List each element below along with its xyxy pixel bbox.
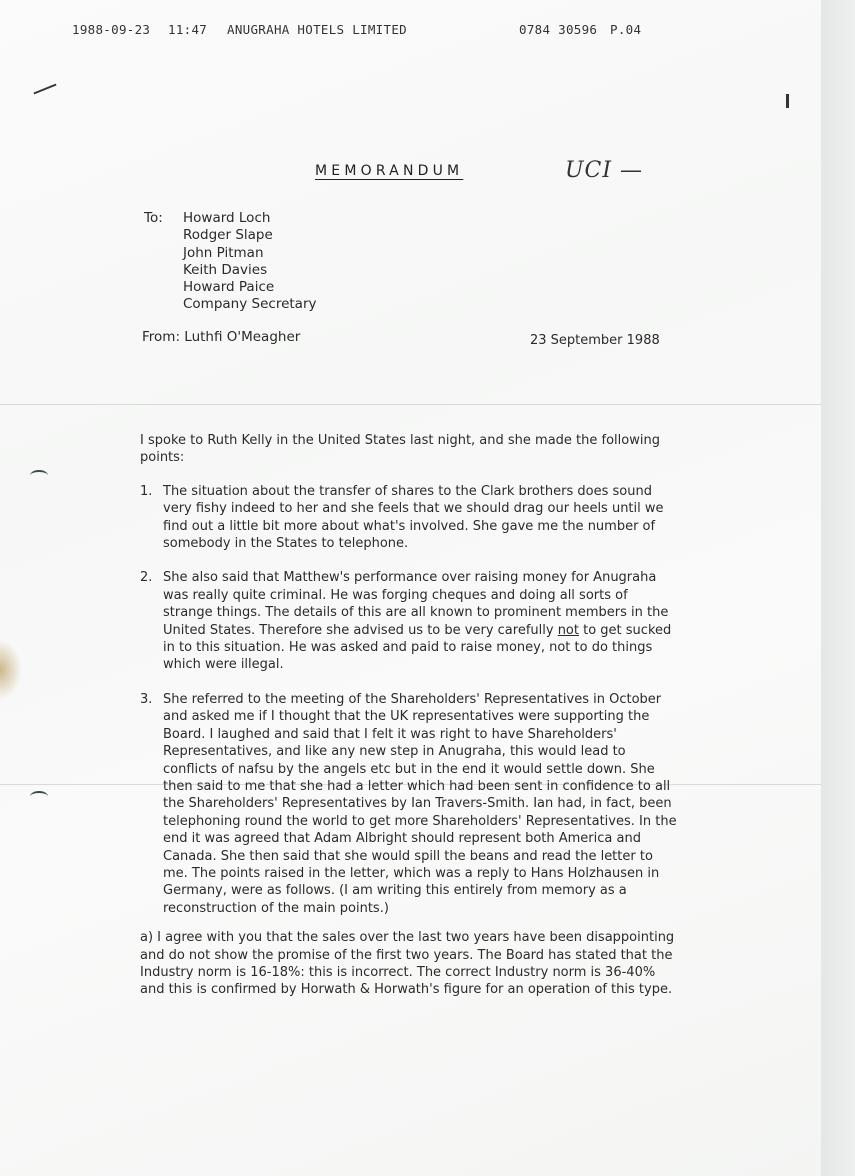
recipient: Howard Loch: [183, 210, 271, 226]
point-number: 2.: [140, 570, 153, 586]
fax-time: 11:47: [168, 22, 208, 37]
fax-date: 1988-09-23: [72, 22, 151, 37]
fax-page: P.04: [610, 22, 642, 37]
point-text: [163, 569, 680, 673]
fax-company: ANUGRAHA HOTELS LIMITED: [227, 22, 407, 37]
from-line: From: Luthfi O'Meagher: [142, 329, 301, 345]
point-text: The situation about the transfer of shares to the Clark brothers does sound very fishy indeed to her and she feels that we should drag our heels until we find out a little bit more about what's involved. She gave me the number of somebody in the States to telephone.: [163, 483, 664, 552]
intro-paragraph: I spoke to Ruth Kelly in the United States last night, and she made the following points:: [140, 433, 660, 466]
fold-line: [0, 404, 821, 405]
punch-hole: [30, 470, 48, 481]
point-text-part: to get sucked in to this situation. He was asked and paid to raise money, not to do things which were illegal.: [163, 622, 672, 673]
point-text: She referred to the meeting of the Shareholders' Representatives in October and asked me if I thought that the UK representatives were supporting the Board. I laughed and said that I felt it was right to have Shareholders' Representatives, and like any new step in Anugraha, this would lead to conflicts of nafsu by the angels etc but in the end it would settle down. She then said to me that she had a letter which had been sent in confidence to all the Shareholders' Representatives by Ian Travers-Smith. Ian had, in fact, been telephoning round the world to get more Shareholders' Representatives. In the end it was agreed that Adam Albright should represent both America and Canada. She then said that she would spill the beans and read the letter to me. The points raised in the letter, which was a reply to Hans Holzhausen in Germany, were as follows. (I am writing this entirely from memory as a reconstruction of the main points.): [163, 691, 677, 916]
point-number: 1.: [140, 483, 153, 499]
recipient: Rodger Slape: [183, 227, 273, 244]
subpoint-a: a) I agree with you that the sales over the last two years have been disappointing and do not show the promise of the first two years. The Board has stated that the Industry norm is 16-18%: this is incorrect. The correct Industry norm is 36-40% and this is confirmed by Horwath & Horwath's figure for an operation of this type.: [140, 930, 675, 998]
recipient: Keith Davies: [183, 261, 268, 278]
point-text-part: She also said that Matthew's performance over raising money for Anugraha was really quite criminal. He was forging cheques and doing all sorts of strange things. The details of this are all known to prominent members in the United States. Therefore she advised us to be very carefully: [163, 570, 669, 638]
recipients-list: [183, 210, 316, 314]
memo-title: MEMORANDUM: [315, 163, 464, 179]
recipient: John Pitman: [183, 244, 264, 261]
point-3: [140, 691, 680, 917]
memo-body: [140, 432, 680, 999]
point-1: [140, 483, 680, 553]
point-number: 3.: [140, 691, 153, 707]
point-2: [140, 569, 680, 673]
recipient: Howard Paice: [183, 279, 275, 296]
underlined-word: not: [557, 622, 579, 638]
recipient: Company Secretary: [183, 296, 317, 313]
stain: [0, 640, 22, 700]
scan-edge: [821, 0, 855, 1176]
memo-date: 23 September 1988: [530, 333, 660, 348]
fax-number: 0784 30596: [519, 22, 598, 37]
to-label: To:: [144, 210, 163, 226]
pen-mark: [786, 94, 789, 108]
handwritten-note: UCI —: [565, 158, 644, 183]
pen-mark: [33, 84, 56, 95]
punch-hole: [30, 791, 48, 802]
